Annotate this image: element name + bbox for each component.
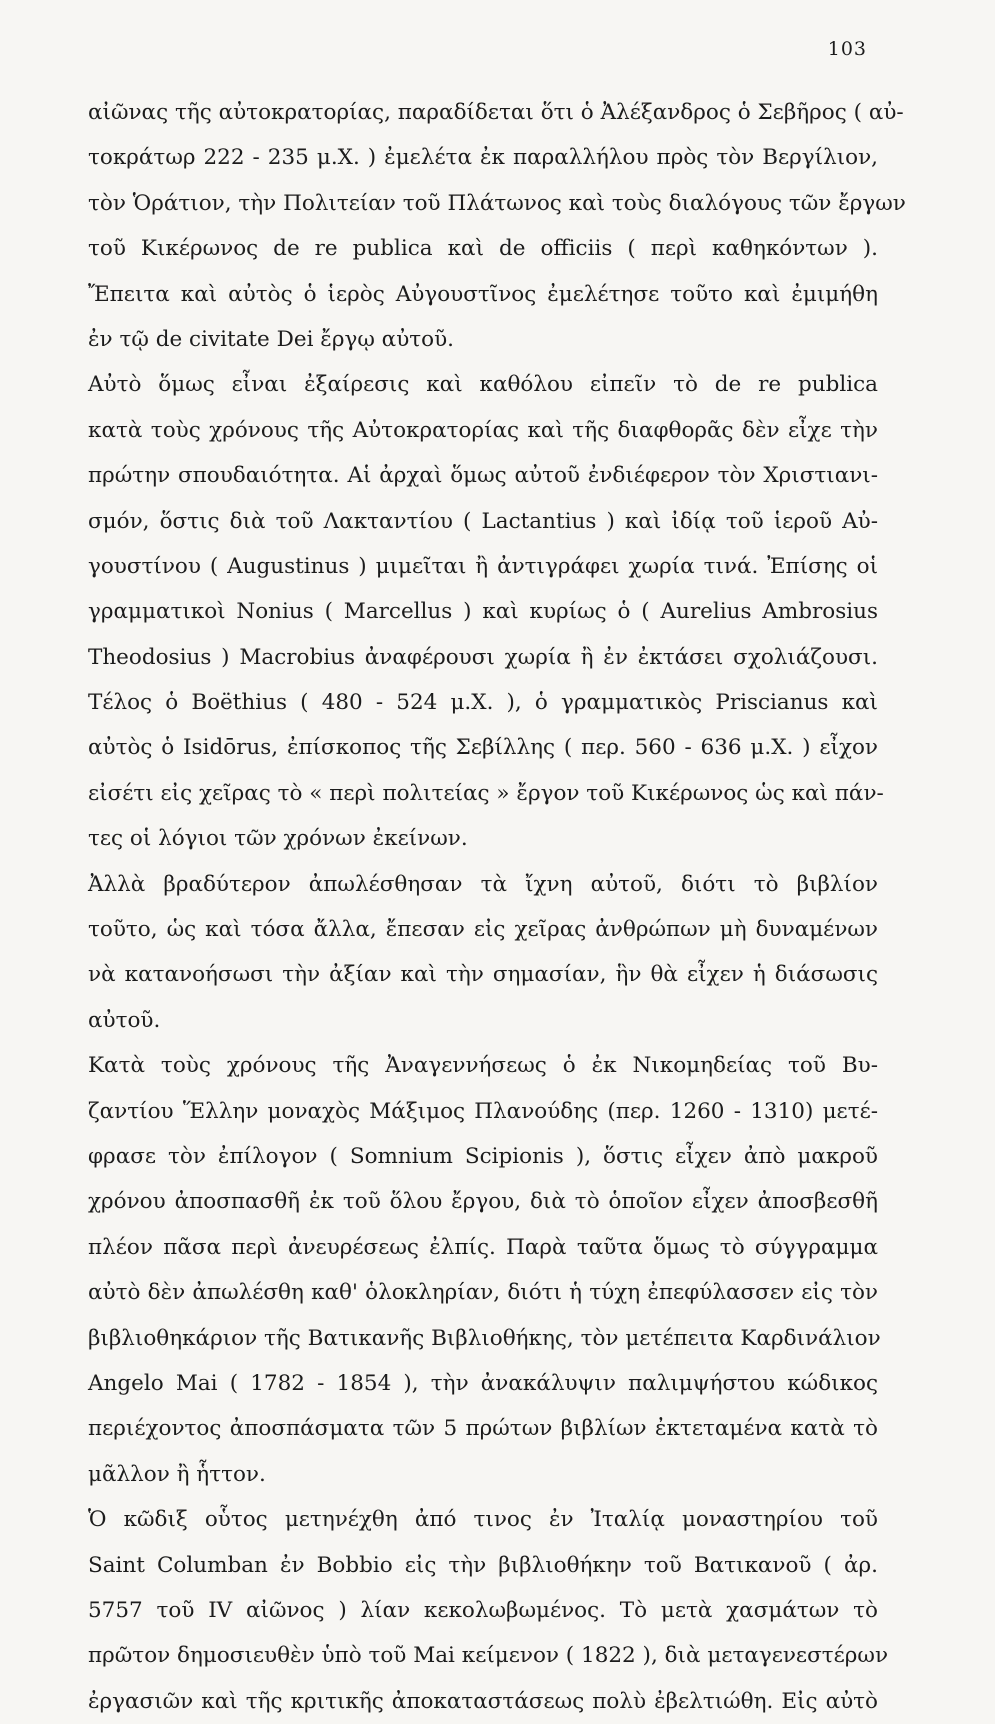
- text-line: ἐργασιῶν καὶ τῆς κριτικῆς ἀποκαταστάσεως πολὺ ἐβελτιώθη. Εἰς αὐτὸ: [88, 1688, 878, 1714]
- text-line: αὐτὸ δὲν ἀπωλέσθη καθ' ὁλοκληρίαν, διότι ἡ τύχη ἐπεφύλασσεν εἰς τὸν: [88, 1280, 878, 1306]
- text-line: Κατὰ τοὺς χρόνους τῆς Ἀναγεννήσεως ὁ ἐκ Νικομηδείας τοῦ Βυ-: [88, 1053, 878, 1079]
- text-line: πρῶτον δημοσιευθὲν ὑπὸ τοῦ Mai κείμενον ( 1822 ), διὰ μεταγενεστέρων: [88, 1643, 889, 1669]
- text-line: αὐτοῦ.: [88, 1007, 161, 1033]
- text-line: 5757 τοῦ IV αἰῶνος ) λίαν κεκολωβωμένος. Τὸ μετὰ χασμάτων τὸ: [88, 1597, 878, 1623]
- text-line: περιέχοντος ἀποσπάσματα τῶν 5 πρώτων βιβλίων ἐκτεταμένα κατὰ τὸ: [88, 1416, 878, 1442]
- page-number: 103: [827, 38, 867, 60]
- text-line: αἰῶνας τῆς αὐτοκρατορίας, παραδίδεται ὅτι ὁ Ἀλέξανδρος ὁ Σεβῆρος ( αὐ-: [88, 100, 904, 125]
- text-line: Angelo Mai ( 1782 - 1854 ), τὴν ἀνακάλυψιν παλιμψήστου κώδικος: [88, 1370, 878, 1396]
- text-line: αὐτὸς ὁ Isidōrus, ἐπίσκοπος τῆς Σεβίλλης ( περ. 560 - 636 μ.Χ. ) εἶχον: [88, 735, 878, 761]
- text-line: πρώτην σπουδαιότητα. Αἱ ἀρχαὶ ὅμως αὐτοῦ ἐνδιέφερον τὸν Χριστιανι-: [88, 463, 878, 489]
- text-line: χρόνου ἀποσπασθῆ ἐκ τοῦ ὅλου ἔργου, διὰ τὸ ὁποῖον εἶχεν ἀποσβεσθῆ: [88, 1189, 878, 1215]
- text-line: νὰ κατανοήσωσι τὴν ἀξίαν καὶ τὴν σημασίαν, ἣν θὰ εἶχεν ἡ διάσωσις: [88, 962, 878, 988]
- text-line: σμόν, ὅστις διὰ τοῦ Λακταντίου ( Lactantius ) καὶ ἰδίᾳ τοῦ ἱεροῦ Αὐ-: [88, 508, 878, 534]
- text-line: γουστίνου ( Augustinus ) μιμεῖται ἢ ἀντιγράφει χωρία τινά. Ἐπίσης οἱ: [88, 553, 878, 579]
- text-line: τὸν Ὁράτιον, τὴν Πολιτείαν τοῦ Πλάτωνος καὶ τοὺς διαλόγους τῶν ἔργων: [88, 190, 906, 216]
- text-line: ἐν τῷ de civitate Dei ἔργῳ αὐτοῦ.: [88, 326, 455, 352]
- text-line: τες οἱ λόγιοι τῶν χρόνων ἐκείνων.: [88, 826, 468, 852]
- text-line: τοῦτο, ὡς καὶ τόσα ἄλλα, ἔπεσαν εἰς χεῖρας ἀνθρώπων μὴ δυναμένων: [88, 917, 878, 943]
- text-line: Ὁ κῶδιξ οὗτος μετηνέχθη ἀπό τινος ἐν Ἰταλίᾳ μοναστηρίου τοῦ: [88, 1507, 878, 1533]
- text-line: τοῦ Κικέρωνος de re publica καὶ de officiis ( περὶ καθηκόντων ).: [88, 236, 878, 262]
- text-line: εἰσέτι εἰς χεῖρας τὸ « περὶ πολιτείας » ἔργον τοῦ Κικέρωνος ὡς καὶ πάν-: [88, 780, 884, 806]
- text-line: γραμματικοὶ Nonius ( Marcellus ) καὶ κυρίως ὁ ( Aurelius Ambrosius: [88, 599, 878, 625]
- text-line: τοκράτωρ 222 - 235 μ.Χ. ) ἐμελέτα ἐκ παραλλήλου πρὸς τὸν Βεργίλιον,: [88, 145, 878, 171]
- text-line: Ἀλλὰ βραδύτερον ἀπωλέσθησαν τὰ ἴχνη αὐτοῦ, διότι τὸ βιβλίον: [88, 871, 878, 897]
- text-line: Αὐτὸ ὅμως εἶναι ἐξαίρεσις καὶ καθόλου εἰπεῖν τὸ de re publica: [88, 372, 878, 398]
- text-line: βιβλιοθηκάριον τῆς Βατικανῆς Βιβλιοθήκης, τὸν μετέπειτα Καρδινάλιον: [88, 1325, 881, 1351]
- text-line: φρασε τὸν ἐπίλογον ( Somnium Scipionis ), ὅστις εἶχεν ἀπὸ μακροῦ: [88, 1143, 878, 1169]
- text-line: Theodosius ) Macrobius ἀναφέρουσι χωρία ἢ ἐν ἐκτάσει σχολιάζουσι.: [88, 644, 878, 670]
- text-line: μᾶλλον ἢ ἧττον.: [88, 1461, 266, 1487]
- text-line: Ἔπειτα καὶ αὐτὸς ὁ ἱερὸς Αὐγουστῖνος ἐμελέτησε τοῦτο καὶ ἐμιμήθη: [88, 281, 878, 307]
- body-text: [88, 90, 906, 1724]
- text-line: πλέον πᾶσα περὶ ἀνευρέσεως ἐλπίς. Παρὰ ταῦτα ὅμως τὸ σύγγραμμα: [88, 1234, 878, 1260]
- text-line: κατὰ τοὺς χρόνους τῆς Αὐτοκρατορίας καὶ τῆς διαφθορᾶς δὲν εἶχε τὴν: [88, 417, 878, 443]
- text-line: Τέλος ὁ Boëthius ( 480 - 524 μ.Χ. ), ὁ γραμματικὸς Priscianus καὶ: [88, 690, 878, 716]
- text-line: ζαντίου Ἕλλην μοναχὸς Μάξιμος Πλανούδης (περ. 1260 - 1310) μετέ-: [88, 1098, 878, 1124]
- text-line: Saint Columban ἐν Bobbio εἰς τὴν βιβλιοθήκην τοῦ Βατικανοῦ ( ἀρ.: [88, 1552, 878, 1578]
